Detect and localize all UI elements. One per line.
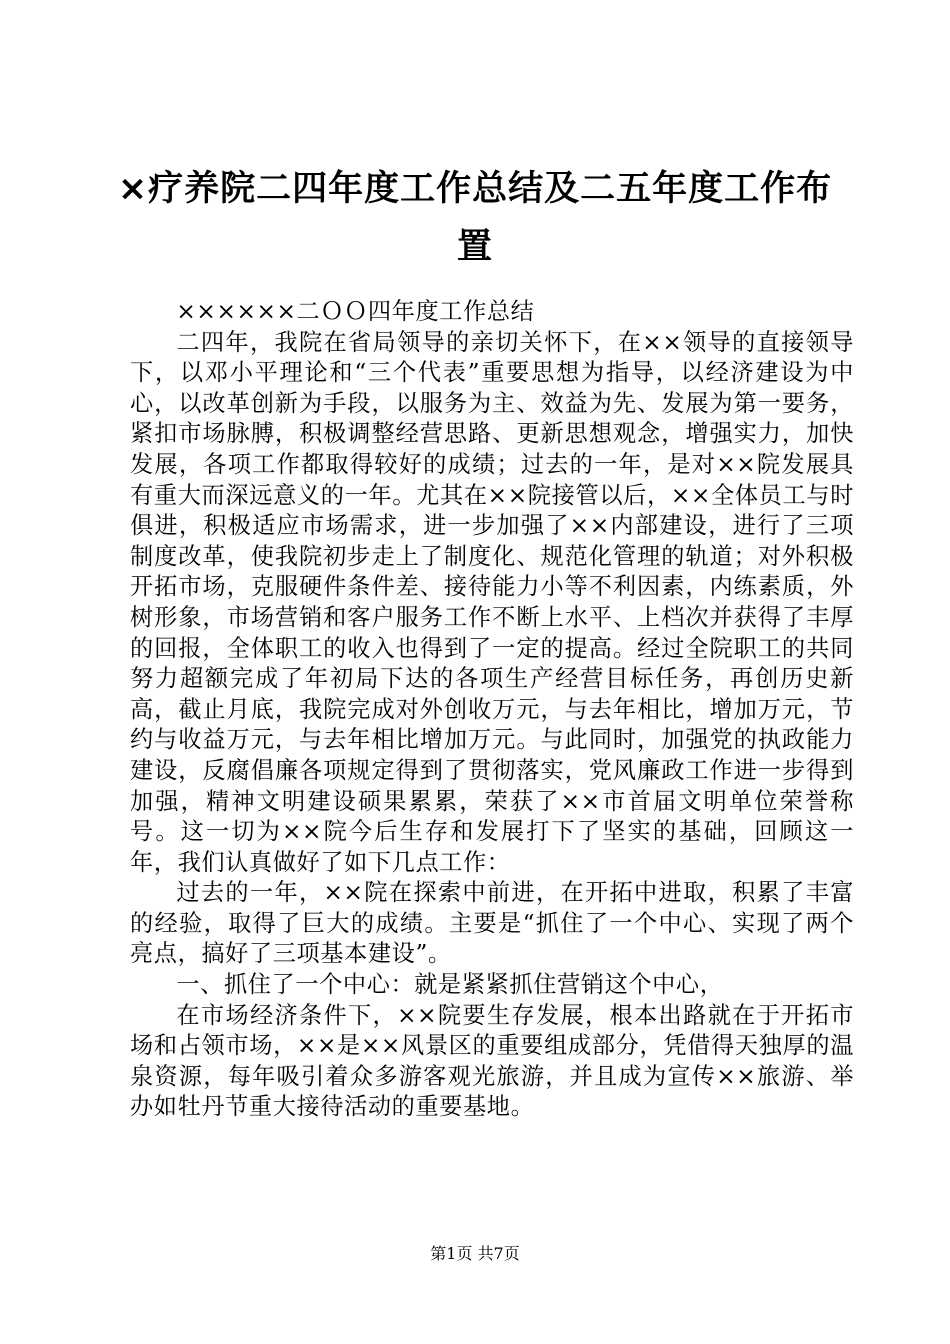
page-footer: 第1页 共7页 — [430, 1244, 520, 1263]
section-heading: ××××××二ＯＯ四年度工作总结 — [176, 298, 535, 325]
body-paragraph: 一、抓住了一个中心：就是紧紧抓住营销这个中心， — [176, 971, 724, 999]
document-title: ×疗养院二四年度工作总结及二五年度工作布置 — [117, 169, 833, 267]
body-paragraph: 在市场经济条件下，××院要生存发展，根本出路就在于开拓市场和占领市场，××是××风景区的重要组成部分，凭借得天独厚的温泉资源，每年吸引着众多游客观光旅游，并且成为宣传××旅游、举办如牡丹节重大接待活动的重要基地。 — [130, 1001, 854, 1121]
body-paragraph: 二四年，我院在省局领导的亲切关怀下，在××领导的直接领导下，以邓小平理论和“三个代表”重要思想为指导，以经济建设为中心，以改革创新为手段，以服务为主、效益为先、发展为第一要务，紧扣市场脉膊，积极调整经营思路、更新思想观念，增强实力，加快发展，各项工作都取得较好的成绩；过去的一年，是对××院发展具有重大而深远意义的一年。尤其在××院接管以后，××全体员工与时俱进，积极适应市场需求，进一步加强了××内部建设，进行了三项制度改革，使我院初步走上了制度化、规范化管理的轨道；对外积极开拓市场，克服硬件条件差、接待能力小等不利因素，内练素质，外树形象，市场营销和客户服务工作不断上水平、上档次并获得了丰厚的回报，全体职工的收入也得到了一定的提高。经过全院职工的共同努力超额完成了年初局下达的各项生产经营目标任务，再创历史新高，截止月底，我院完成对外创收万元，与去年相比，增加万元，节约与收益万元，与去年相比增加万元。与此同时，加强党的执政能力建设，反腐倡廉各项规定得到了贯彻落实，党风廉政工作进一步得到加强，精神文明建设硕果累累，荣获了××市首届文明单位荣誉称号。这一切为××院今后生存和发展打下了坚实的基础，回顾这一年，我们认真做好了如下几点工作： — [130, 328, 854, 876]
body-paragraph: 过去的一年，××院在探索中前进，在开拓中进取，积累了丰富的经验，取得了巨大的成绩。主要是“抓住了一个中心、实现了两个亮点，搞好了三项基本建设”。 — [130, 879, 854, 968]
document-body — [130, 297, 854, 1123]
